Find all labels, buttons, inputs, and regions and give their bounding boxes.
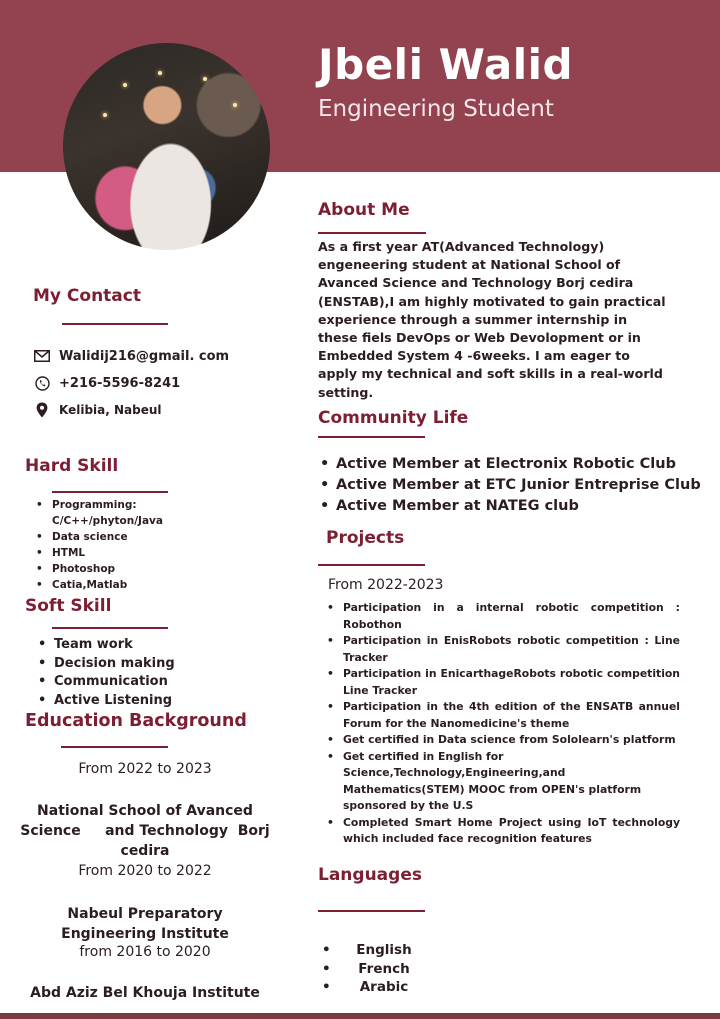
soft-skill-heading: Soft Skill: [25, 596, 112, 616]
contact-divider: [62, 323, 168, 325]
soft-skill-divider: [52, 627, 168, 629]
languages-list: [322, 941, 432, 997]
language-item: • French: [322, 960, 410, 977]
list-item: • Participation in the 4th edition of the ENSATB annuel Forum for the Nanomedicine's theme: [327, 699, 680, 732]
footer-bar: [0, 1013, 720, 1019]
education-period-3: from 2016 to 2020: [79, 944, 211, 960]
list-item: • Participation in EnicarthageRobots robotic competition Line Tracker: [327, 666, 680, 699]
list-item: • Participation in a internal robotic competition : Robothon: [327, 600, 680, 633]
community-list: [320, 454, 710, 517]
projects-divider: [318, 564, 425, 566]
phone-icon: [33, 375, 51, 391]
list-item: • HTML: [36, 545, 206, 561]
mail-icon: [33, 348, 51, 364]
list-item: • Catia,Matlab: [36, 577, 206, 593]
list-item: • Data science: [36, 529, 206, 545]
education-period-2: From 2020 to 2022: [78, 863, 212, 879]
photo-light: [123, 83, 127, 87]
education-period-1: From 2022 to 2023: [78, 761, 212, 777]
contact-phone[interactable]: +216-5596-8241: [59, 375, 181, 391]
list-item: • Communication: [38, 673, 208, 692]
photo-light: [158, 71, 162, 75]
language-item: • Arabic: [322, 979, 409, 995]
education-school-3: Abd Aziz Bel Khouja Institute: [30, 985, 260, 1001]
photo-light: [103, 113, 107, 117]
hard-skill-divider: [52, 491, 168, 493]
contact-location: Kelibia, Nabeul: [59, 403, 162, 417]
about-divider: [318, 232, 426, 234]
list-item: • Completed Smart Home Project using IoT technology which included face recognition features: [327, 815, 680, 848]
photo-light: [233, 103, 237, 107]
projects-list: [327, 600, 680, 848]
contact-email-row[interactable]: [33, 348, 229, 364]
hard-skill-list: [36, 497, 206, 593]
education-school-2: Nabeul Preparatory Engineering Institute: [61, 906, 229, 942]
list-item: • Photoshop: [36, 561, 206, 577]
contact-heading: My Contact: [33, 286, 141, 306]
language-item: • English: [322, 942, 412, 958]
languages-divider: [318, 910, 425, 912]
location-pin-icon: [33, 402, 51, 418]
list-item: • Get certified in English for Science,Technology,Engineering,and Mathematics(STEM) MOOC from OPEN's platform sponsored by the U.S: [327, 749, 680, 815]
person-title: Engineering Student: [318, 96, 554, 122]
community-heading: Community Life: [318, 408, 469, 428]
list-item: • Programming: C/C++/phyton/Java: [36, 497, 206, 529]
list-item: • Team work: [38, 636, 208, 655]
projects-period: From 2022-2023: [328, 577, 444, 593]
list-item: • Active Member at ETC Junior Entreprise Club: [320, 475, 710, 496]
list-item: • Get certified in Data science from Sololearn's platform: [327, 732, 680, 749]
languages-heading: Languages: [318, 865, 422, 885]
list-item: • Active Member at Electronix Robotic Club: [320, 454, 710, 475]
person-name: Jbeli Walid: [318, 40, 574, 89]
about-heading: About Me: [318, 200, 410, 220]
contact-phone-row[interactable]: [33, 375, 180, 391]
projects-heading: Projects: [326, 528, 405, 548]
soft-skill-list: [38, 636, 208, 710]
about-text: As a first year AT(Advanced Technology) engeneering student at National School of Avanced Science and Technology Borj cedira (ENSTAB),I am highly motivated to gain practical experience through a summer internship in these fiels DevOps or Web Devolopment or in Embedded System 4 -6weeks. I am eager to apply my technical and soft skills in a real-world setting.: [318, 239, 666, 400]
list-item: • Decision making: [38, 655, 208, 674]
contact-location-row: [33, 402, 162, 418]
community-divider: [318, 436, 425, 438]
photo-light: [203, 77, 207, 81]
list-item: • Participation in EnisRobots robotic competition : Line Tracker: [327, 633, 680, 666]
profile-photo: [63, 43, 270, 250]
education-divider: [61, 746, 168, 748]
list-item: • Active Listening: [38, 692, 208, 711]
hard-skill-heading: Hard Skill: [25, 456, 119, 476]
education-heading: Education Background: [25, 711, 247, 731]
list-item: • Active Member at NATEG club: [320, 496, 710, 517]
contact-email[interactable]: Walidij216@gmail. com: [59, 348, 230, 364]
education-school-1: National School of Avanced Science and Technology Borj cedira: [20, 803, 275, 859]
